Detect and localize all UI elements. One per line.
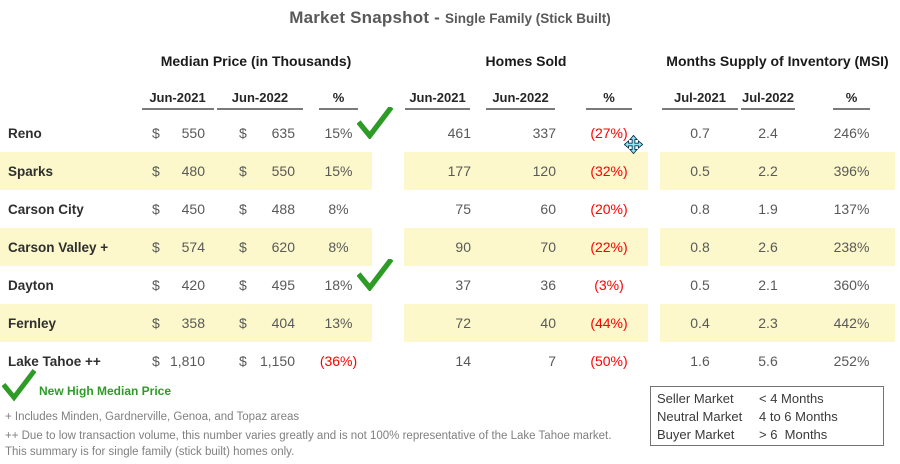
col-header-hs-pct bbox=[570, 80, 648, 114]
median-price-2022-value: 1,150 bbox=[259, 353, 295, 369]
homes-sold-2021-cell bbox=[404, 266, 485, 304]
section-title-homes-sold: Homes Sold bbox=[485, 53, 567, 69]
region-cell bbox=[0, 152, 140, 190]
table-row bbox=[0, 190, 895, 228]
new-high-check-cell bbox=[372, 152, 404, 190]
homes-sold-pct-cell bbox=[570, 190, 648, 228]
col-header-label: Jun-2022 bbox=[217, 90, 303, 110]
median-price-2022-cell bbox=[215, 114, 305, 152]
section-gap bbox=[372, 42, 404, 80]
homes-sold-2021-value: 72 bbox=[455, 315, 471, 331]
currency-symbol: $ bbox=[152, 239, 160, 255]
msi-2022-cell bbox=[740, 152, 820, 190]
region-cell bbox=[0, 266, 140, 304]
homes-sold-2022-value: 40 bbox=[540, 315, 556, 331]
col-header-label: Jul-2022 bbox=[741, 90, 795, 110]
median-price-pct-cell bbox=[305, 304, 372, 342]
section-header-spacer bbox=[0, 42, 140, 80]
msi-2022-value: 5.6 bbox=[758, 353, 778, 369]
new-high-check-cell bbox=[372, 190, 404, 228]
median-price-2022-value: 620 bbox=[271, 239, 295, 255]
homes-sold-pct-value: (20%) bbox=[590, 201, 628, 217]
median-price-2021-value: 574 bbox=[181, 239, 205, 255]
currency-symbol: $ bbox=[152, 125, 160, 141]
msi-2022-value: 1.9 bbox=[758, 201, 778, 217]
move-cursor-icon bbox=[624, 135, 643, 154]
homes-sold-2021-value: 461 bbox=[447, 125, 471, 141]
homes-sold-2021-cell bbox=[404, 152, 485, 190]
region-label: Sparks bbox=[8, 163, 54, 179]
median-price-2022-value: 635 bbox=[271, 125, 295, 141]
section-header-row bbox=[0, 42, 895, 80]
col-header-label: Jun-2021 bbox=[405, 90, 469, 110]
region-label: Carson City bbox=[8, 201, 84, 217]
msi-pct-cell bbox=[820, 114, 895, 152]
currency-symbol: $ bbox=[239, 239, 247, 255]
msi-pct-value: 238% bbox=[833, 239, 870, 255]
region-cell bbox=[0, 228, 140, 266]
legend-label: Buyer Market bbox=[657, 426, 735, 442]
msi-pct-cell bbox=[820, 266, 895, 304]
col-header-mp-jun2021 bbox=[140, 80, 215, 114]
median-price-pct-value: 18% bbox=[324, 277, 353, 293]
market-type-legend-box bbox=[650, 386, 884, 446]
new-high-check-icon bbox=[357, 107, 393, 139]
median-price-2022-cell bbox=[215, 190, 305, 228]
checkmark-icon bbox=[2, 369, 36, 402]
msi-2021-value: 1.6 bbox=[690, 353, 710, 369]
msi-2022-cell bbox=[740, 342, 820, 380]
homes-sold-2022-cell bbox=[485, 304, 570, 342]
msi-2021-value: 0.7 bbox=[690, 125, 710, 141]
homes-sold-2022-value: 337 bbox=[532, 125, 556, 141]
homes-sold-2022-value: 36 bbox=[540, 277, 556, 293]
homes-sold-pct-cell bbox=[570, 342, 648, 380]
col-header-hs-jun2022 bbox=[485, 80, 570, 114]
homes-sold-pct-value: (50%) bbox=[590, 353, 628, 369]
homes-sold-pct-cell bbox=[570, 228, 648, 266]
median-price-2021-cell bbox=[140, 152, 215, 190]
currency-symbol: $ bbox=[239, 201, 247, 217]
msi-2021-cell bbox=[660, 190, 740, 228]
median-price-2021-value: 480 bbox=[181, 163, 205, 179]
region-cell bbox=[0, 114, 140, 152]
median-price-2021-cell bbox=[140, 304, 215, 342]
new-high-check-cell bbox=[372, 304, 404, 342]
table-row bbox=[0, 114, 895, 152]
currency-symbol: $ bbox=[152, 277, 160, 293]
homes-sold-2021-cell bbox=[404, 304, 485, 342]
homes-sold-pct-value: (32%) bbox=[590, 163, 628, 179]
table-row bbox=[0, 228, 895, 266]
homes-sold-2022-cell bbox=[485, 228, 570, 266]
msi-2021-value: 0.4 bbox=[690, 315, 710, 331]
legend-row-buyer bbox=[657, 425, 883, 443]
msi-2022-value: 2.2 bbox=[758, 163, 778, 179]
section-gap bbox=[648, 304, 660, 342]
msi-pct-value: 360% bbox=[833, 277, 870, 293]
region-label: Reno bbox=[8, 125, 42, 141]
msi-2021-cell bbox=[660, 304, 740, 342]
median-price-2021-value: 550 bbox=[181, 125, 205, 141]
msi-2022-cell bbox=[740, 304, 820, 342]
col-header-msi-pct bbox=[820, 80, 895, 114]
homes-sold-pct-cell bbox=[570, 266, 648, 304]
column-header-row bbox=[0, 80, 895, 114]
msi-2022-cell bbox=[740, 190, 820, 228]
new-high-check-icon bbox=[357, 259, 393, 291]
legend-value: 4 to 6 Months bbox=[759, 408, 838, 424]
footnote-plusplus: ++ Due to low transaction volume, this number varies greatly and is not 100% representative of the Lake Tahoe market. bbox=[5, 430, 612, 442]
col-header-msi-jul2022 bbox=[740, 80, 820, 114]
msi-2022-value: 2.3 bbox=[758, 315, 778, 331]
msi-2021-cell bbox=[660, 342, 740, 380]
msi-2021-value: 0.8 bbox=[690, 201, 710, 217]
page-title-main: Market Snapshot - bbox=[289, 8, 440, 27]
currency-symbol: $ bbox=[239, 315, 247, 331]
msi-2021-value: 0.8 bbox=[690, 239, 710, 255]
table-row bbox=[0, 152, 895, 190]
msi-2021-value: 0.5 bbox=[690, 163, 710, 179]
msi-pct-cell bbox=[820, 190, 895, 228]
section-title-msi: Months Supply of Inventory (MSI) bbox=[666, 53, 889, 69]
new-high-legend bbox=[2, 369, 171, 402]
legend-value: > 6 Months bbox=[759, 426, 828, 442]
msi-pct-cell bbox=[820, 152, 895, 190]
legend-row-neutral bbox=[657, 407, 883, 425]
median-price-2021-cell bbox=[140, 266, 215, 304]
col-header-msi-jul2021 bbox=[660, 80, 740, 114]
currency-symbol: $ bbox=[152, 315, 160, 331]
homes-sold-pct-cell bbox=[570, 152, 648, 190]
median-price-pct-value: 15% bbox=[324, 125, 353, 141]
col-header-mp-jun2022 bbox=[215, 80, 305, 114]
homes-sold-2021-value: 37 bbox=[455, 277, 471, 293]
msi-pct-cell bbox=[820, 304, 895, 342]
section-gap bbox=[648, 228, 660, 266]
section-title-median-price: Median Price (in Thousands) bbox=[160, 53, 352, 69]
median-price-2022-cell bbox=[215, 342, 305, 380]
msi-2022-cell bbox=[740, 114, 820, 152]
section-gap bbox=[648, 80, 660, 114]
col-header-label: Jun-2022 bbox=[486, 90, 554, 110]
table-body bbox=[0, 114, 895, 380]
col-header-label: Jun-2021 bbox=[142, 90, 214, 110]
col-header-label: Jul-2021 bbox=[662, 90, 739, 110]
col-header-label: % bbox=[833, 90, 870, 110]
median-price-2022-value: 550 bbox=[271, 163, 295, 179]
homes-sold-2022-cell bbox=[485, 114, 570, 152]
median-price-2022-cell bbox=[215, 152, 305, 190]
median-price-pct-value: 13% bbox=[324, 315, 353, 331]
msi-pct-cell bbox=[820, 228, 895, 266]
region-label: Carson Valley + bbox=[8, 239, 109, 255]
homes-sold-2021-cell bbox=[404, 228, 485, 266]
median-price-pct-value: (36%) bbox=[319, 353, 358, 369]
msi-2021-cell bbox=[660, 114, 740, 152]
msi-pct-value: 246% bbox=[833, 125, 870, 141]
msi-pct-value: 442% bbox=[833, 315, 870, 331]
homes-sold-2022-value: 60 bbox=[540, 201, 556, 217]
median-price-pct-value: 8% bbox=[328, 239, 349, 255]
median-price-2021-value: 450 bbox=[181, 201, 205, 217]
col-header-label: % bbox=[586, 90, 631, 110]
median-price-pct-value: 8% bbox=[328, 201, 349, 217]
median-price-2021-cell bbox=[140, 228, 215, 266]
section-gap bbox=[648, 266, 660, 304]
msi-2022-value: 2.4 bbox=[758, 125, 778, 141]
msi-pct-value: 137% bbox=[833, 201, 870, 217]
homes-sold-2021-value: 75 bbox=[455, 201, 471, 217]
msi-2022-cell bbox=[740, 266, 820, 304]
median-price-pct-cell bbox=[305, 342, 372, 380]
homes-sold-2021-value: 177 bbox=[447, 163, 471, 179]
homes-sold-2022-value: 120 bbox=[532, 163, 556, 179]
new-high-check-cell bbox=[372, 114, 404, 152]
region-label: Fernley bbox=[8, 315, 57, 331]
homes-sold-2022-cell bbox=[485, 152, 570, 190]
median-price-2021-value: 358 bbox=[181, 315, 205, 331]
page-title-sub: Single Family (Stick Built) bbox=[444, 11, 611, 26]
new-high-check-cell bbox=[372, 342, 404, 380]
snapshot-table bbox=[0, 42, 895, 380]
msi-2021-cell bbox=[660, 266, 740, 304]
homes-sold-2022-value: 7 bbox=[548, 353, 556, 369]
median-price-2022-value: 488 bbox=[271, 201, 295, 217]
column-header-spacer bbox=[0, 80, 140, 114]
homes-sold-pct-cell bbox=[570, 304, 648, 342]
new-high-label: New High Median Price bbox=[39, 384, 172, 398]
col-header-hs-jun2021 bbox=[404, 80, 485, 114]
msi-2021-cell bbox=[660, 228, 740, 266]
region-label: Lake Tahoe ++ bbox=[8, 353, 101, 369]
region-cell bbox=[0, 190, 140, 228]
homes-sold-2021-cell bbox=[404, 114, 485, 152]
legend-value: < 4 Months bbox=[759, 390, 824, 406]
section-gap bbox=[648, 190, 660, 228]
median-price-2021-value: 1,810 bbox=[169, 353, 205, 369]
msi-2022-value: 2.1 bbox=[758, 277, 778, 293]
currency-symbol: $ bbox=[239, 277, 247, 293]
homes-sold-2022-cell bbox=[485, 190, 570, 228]
section-gap bbox=[648, 42, 660, 80]
median-price-pct-cell bbox=[305, 190, 372, 228]
msi-2022-value: 2.6 bbox=[758, 239, 778, 255]
median-price-2022-cell bbox=[215, 228, 305, 266]
median-price-pct-value: 15% bbox=[324, 163, 353, 179]
homes-sold-2022-value: 70 bbox=[540, 239, 556, 255]
currency-symbol: $ bbox=[239, 125, 247, 141]
median-price-pct-cell bbox=[305, 152, 372, 190]
homes-sold-pct-value: (22%) bbox=[590, 239, 628, 255]
homes-sold-2021-cell bbox=[404, 342, 485, 380]
table-row bbox=[0, 304, 895, 342]
homes-sold-pct-value: (27%) bbox=[590, 125, 628, 141]
homes-sold-pct-value: (44%) bbox=[590, 315, 628, 331]
median-price-2022-cell bbox=[215, 266, 305, 304]
median-price-2022-value: 495 bbox=[271, 277, 295, 293]
homes-sold-2021-value: 14 bbox=[455, 353, 471, 369]
median-price-2021-value: 420 bbox=[181, 277, 205, 293]
currency-symbol: $ bbox=[152, 201, 160, 217]
msi-2022-cell bbox=[740, 228, 820, 266]
region-label: Dayton bbox=[8, 277, 54, 293]
table-row bbox=[0, 266, 895, 304]
page-title bbox=[0, 8, 900, 28]
legend-label: Seller Market bbox=[657, 390, 734, 406]
msi-2021-value: 0.5 bbox=[690, 277, 710, 293]
currency-symbol: $ bbox=[152, 353, 160, 369]
currency-symbol: $ bbox=[239, 353, 247, 369]
median-price-2021-cell bbox=[140, 190, 215, 228]
homes-sold-2021-cell bbox=[404, 190, 485, 228]
msi-pct-cell bbox=[820, 342, 895, 380]
footnote-summary: This summary is for single family (stick built) homes only. bbox=[5, 446, 295, 458]
homes-sold-2022-cell bbox=[485, 342, 570, 380]
homes-sold-2022-cell bbox=[485, 266, 570, 304]
section-gap bbox=[648, 152, 660, 190]
median-price-2022-cell bbox=[215, 304, 305, 342]
legend-row-seller bbox=[657, 389, 883, 407]
footnote-plus: + Includes Minden, Gardnerville, Genoa, and Topaz areas bbox=[5, 411, 300, 423]
section-gap bbox=[648, 342, 660, 380]
homes-sold-pct-value: (3%) bbox=[594, 277, 624, 293]
median-price-2022-value: 404 bbox=[271, 315, 295, 331]
region-cell bbox=[0, 304, 140, 342]
legend-label: Neutral Market bbox=[657, 408, 743, 424]
median-price-2021-cell bbox=[140, 114, 215, 152]
msi-pct-value: 396% bbox=[833, 163, 870, 179]
section-gap bbox=[648, 114, 660, 152]
currency-symbol: $ bbox=[152, 163, 160, 179]
msi-pct-value: 252% bbox=[833, 353, 870, 369]
col-header-label: % bbox=[319, 90, 358, 110]
homes-sold-2021-value: 90 bbox=[455, 239, 471, 255]
currency-symbol: $ bbox=[239, 163, 247, 179]
new-high-check-cell bbox=[372, 266, 404, 304]
msi-2021-cell bbox=[660, 152, 740, 190]
